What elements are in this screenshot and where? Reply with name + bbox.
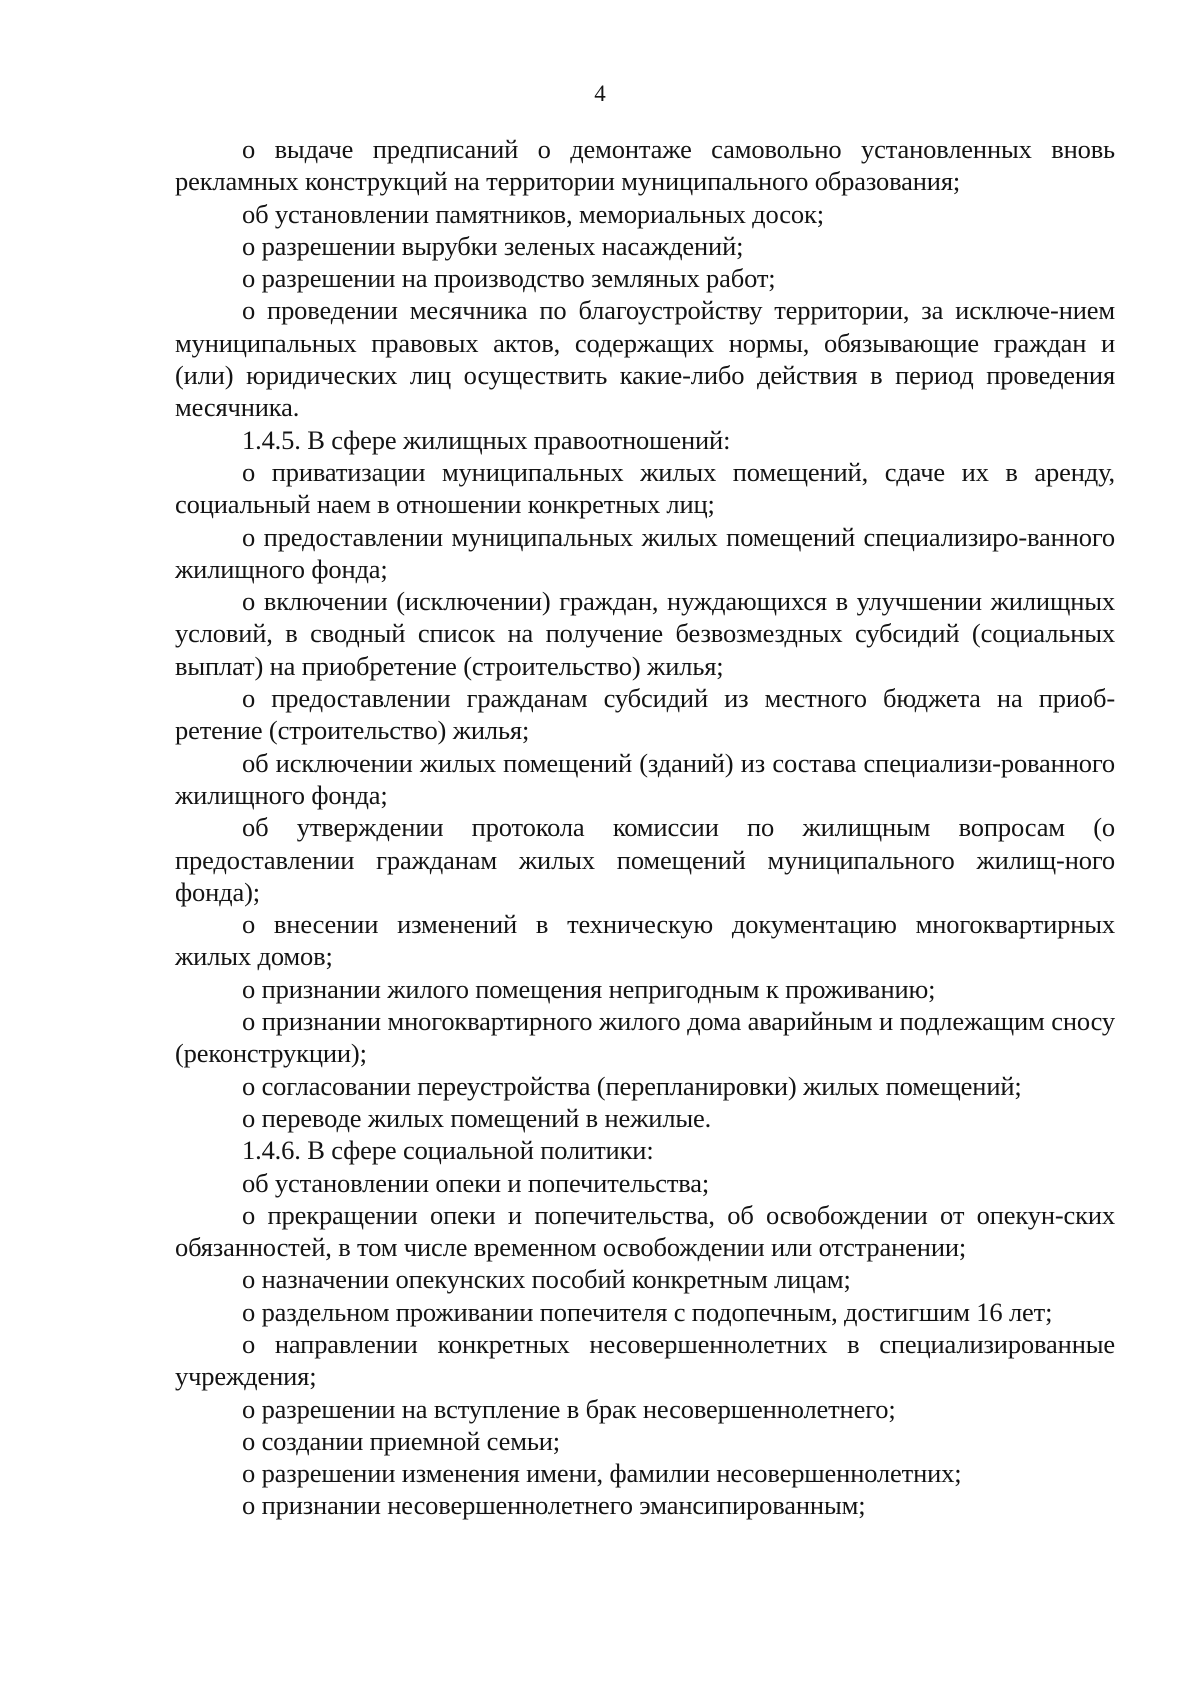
paragraph: о внесении изменений в техническую документацию многоквартирных жилых домов; — [175, 909, 1115, 972]
paragraph: о разрешении вырубки зеленых насаждений; — [242, 230, 744, 261]
paragraph: о проведении месячника по благоустройству территории, за исключе-нием муниципальных правовых актов, содержащих нормы, обязывающие граждан и (или) юридических лиц осуществить какие-либо действия в период проведения месячника. — [175, 295, 1115, 423]
paragraph: о разрешении на вступление в брак несовершеннолетнего; — [242, 1393, 896, 1424]
paragraph: об исключении жилых помещений (зданий) из состава специализи-рованного жилищного фонда; — [175, 747, 1115, 810]
paragraph: об утверждении протокола комиссии по жилищным вопросам (о предоставлении гражданам жилых помещений муниципального жилищ-ного фонда); — [175, 812, 1115, 907]
paragraph: о согласовании переустройства (перепланировки) жилых помещений; — [242, 1070, 1022, 1101]
paragraph: о направлении конкретных несовершеннолетних в специализированные учреждения; — [175, 1328, 1115, 1392]
page-number: 4 — [594, 81, 606, 106]
paragraph: о раздельном проживании попечителя с подопечным, достигшим 16 лет; — [242, 1296, 1053, 1327]
paragraph: о создании приемной семьи; — [242, 1425, 561, 1456]
paragraph: о выдаче предписаний о демонтаже самовольно установленных вновь рекламных конструкций на территории муниципального образования; — [175, 134, 1115, 197]
section-heading: 1.4.5. В сфере жилищных правоотношений: — [242, 424, 731, 455]
paragraph: о разрешении изменения имени, фамилии несовершеннолетних; — [242, 1458, 962, 1489]
paragraph: о назначении опекунских пособий конкретным лицам; — [242, 1264, 851, 1295]
paragraph: о прекращении опеки и попечительства, об освобождении от опекун-ских обязанностей, в том числе временном освобождении или отстранении; — [175, 1199, 1115, 1263]
paragraph: о признании жилого помещения непригодным к проживанию; — [242, 973, 936, 1004]
section-heading: 1.4.6. В сфере социальной политики: — [242, 1135, 654, 1166]
paragraph: о переводе жилых помещений в нежилые. — [242, 1102, 712, 1133]
paragraph: о предоставлении муниципальных жилых помещений специализиро-ванного жилищного фонда; — [175, 521, 1115, 584]
paragraph: о приватизации муниципальных жилых помещений, сдаче их в аренду, социальный наем в отношении конкретных лиц; — [175, 456, 1115, 520]
paragraph: о признании несовершеннолетнего эмансипированным; — [242, 1490, 866, 1521]
paragraph: о признании многоквартирного жилого дома аварийным и подлежащим сносу (реконструкции); — [175, 1006, 1115, 1069]
paragraph: о включении (исключении) граждан, нуждающихся в улучшении жилищных условий, в сводный список на получение безвозмездных субсидий (социальных выплат) на приобретение (строительство) жилья; — [175, 586, 1115, 681]
paragraph: о разрешении на производство земляных работ; — [242, 263, 776, 294]
paragraph: о предоставлении гражданам субсидий из местного бюджета на приоб-ретение (строительство) жилья; — [175, 683, 1115, 746]
document-body — [175, 133, 1115, 1522]
paragraph: об установлении опеки и попечительства; — [242, 1167, 710, 1198]
paragraph: об установлении памятников, мемориальных досок; — [242, 198, 824, 229]
